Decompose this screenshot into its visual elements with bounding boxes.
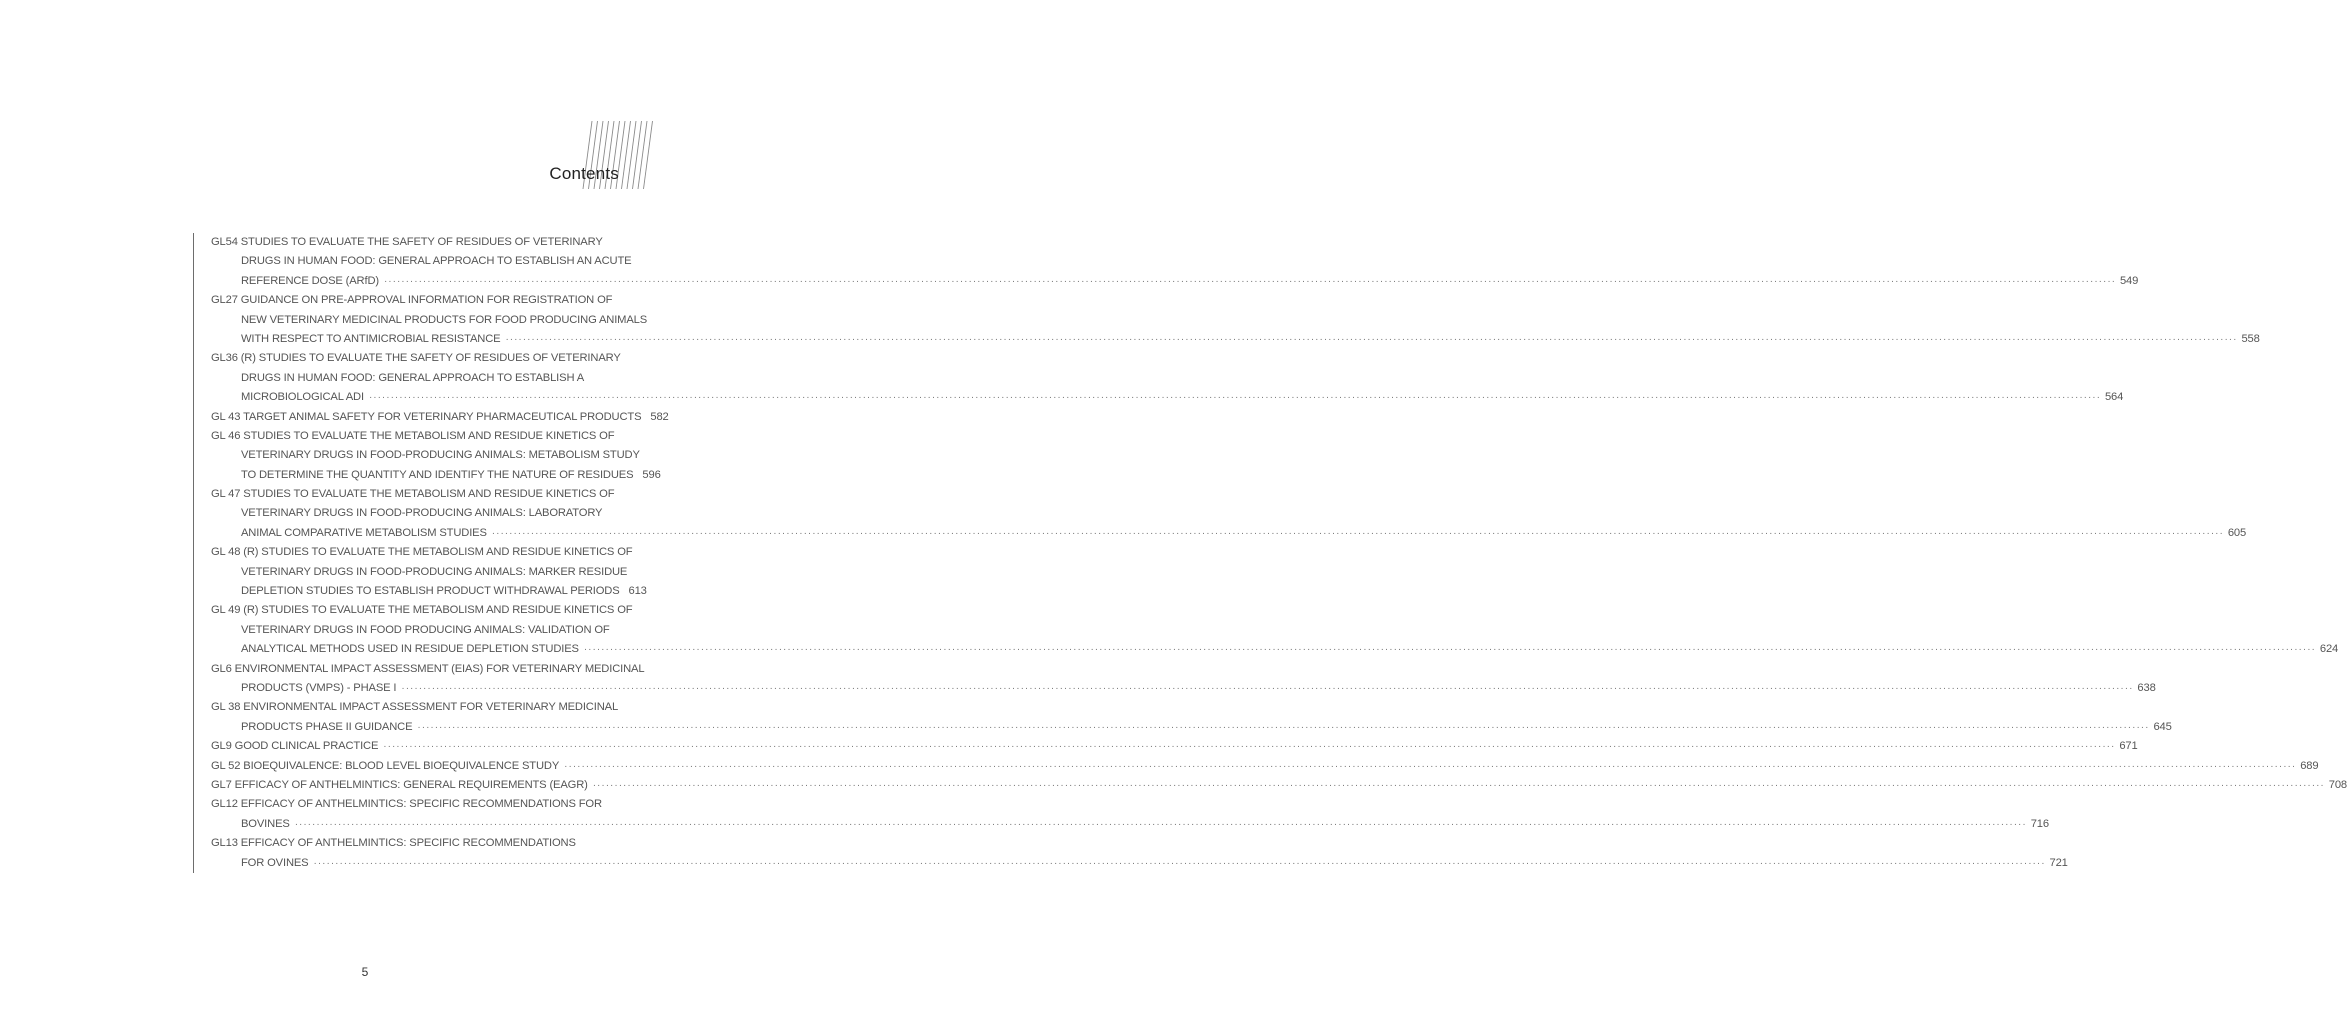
toc-entry-line: [211, 408, 669, 427]
toc-entry-line: [211, 834, 630, 853]
toc-entry-line: [211, 272, 2139, 291]
toc-entry-text: GL27 GUIDANCE ON PRE-APPROVAL INFORMATION FOR REGISTRATION OF: [211, 294, 613, 307]
toc-entry[interactable]: [211, 233, 2139, 291]
toc-entry-line: [211, 446, 640, 465]
toc-entry-text: GL 52 BIOEQUIVALENCE: BLOOD LEVEL BIOEQUIVALENCE STUDY: [211, 759, 560, 772]
toc-entry[interactable]: [211, 427, 661, 485]
toc-page-number: 549: [2119, 274, 2139, 287]
toc-entry-line: [211, 737, 2138, 756]
toc-entry-text: TO DETERMINE THE QUANTITY AND IDENTIFY THE NATURE OF RESIDUES: [241, 468, 634, 481]
toc-entry-text: VETERINARY DRUGS IN FOOD-PRODUCING ANIMALS: MARKER RESIDUE: [241, 565, 628, 578]
dot-leader: ················································································································································································································································································································································································································: [583, 644, 2316, 656]
toc-page-number: 671: [2119, 740, 2138, 753]
toc-entry-line: [211, 795, 630, 814]
toc-entry-text: GL 47 STUDIES TO EVALUATE THE METABOLISM AND RESIDUE KINETICS OF: [211, 488, 615, 501]
toc-entry-text: GL13 EFFICACY OF ANTHELMINTICS: SPECIFIC RECOMMENDATIONS: [211, 837, 576, 850]
toc-entry-line: [211, 757, 2319, 776]
toc-entry-line: [211, 854, 2068, 873]
toc-entry-line: [211, 311, 648, 330]
toc-entry-text: GL9 GOOD CLINICAL PRACTICE: [211, 740, 379, 753]
dot-leader: ················································································································································································································································································································································································································: [313, 857, 2046, 869]
toc-page-number: 613: [628, 585, 647, 598]
toc-entry-line: [211, 388, 2124, 407]
toc-entry-text: VETERINARY DRUGS IN FOOD-PRODUCING ANIMALS: LABORATORY: [241, 507, 603, 520]
toc-page-number: 624: [2319, 643, 2339, 656]
toc-entry-text: GL 38 ENVIRONMENTAL IMPACT ASSESSMENT FOR VETERINARY MEDICINAL: [211, 701, 619, 714]
toc-entry-line: [211, 330, 2260, 349]
toc-entry-line: [211, 621, 630, 640]
toc-entry-line: [211, 582, 647, 601]
toc-entry-line: [211, 815, 2049, 834]
toc-entry[interactable]: [211, 485, 2247, 543]
toc-page-number: 564: [2104, 391, 2124, 404]
dot-leader: ················································································································································································································································································································································································································: [417, 721, 2150, 733]
dot-leader: ················································································································································································································································································································································································································: [401, 682, 2134, 694]
toc-entry-text: PRODUCTS PHASE II GUIDANCE: [241, 720, 413, 733]
toc-entry-line: [211, 543, 633, 562]
toc-entry-line: [211, 524, 2247, 543]
toc-entry[interactable]: [211, 291, 2260, 349]
toc-page-number: 596: [642, 468, 661, 481]
toc-entry-line: [211, 718, 2172, 737]
toc-page-number: 721: [2049, 856, 2068, 869]
page-title: Contents: [549, 164, 619, 183]
toc-entry-text: GL54 STUDIES TO EVALUATE THE SAFETY OF RESIDUES OF VETERINARY: [211, 236, 603, 248]
toc-entry-line: [211, 291, 630, 310]
toc-page-number: 645: [2153, 720, 2172, 733]
toc-entry-text: WITH RESPECT TO ANTIMICROBIAL RESISTANCE: [241, 332, 501, 345]
toc-entry[interactable]: [211, 834, 2068, 873]
toc-entry-text: GL 43 TARGET ANIMAL SAFETY FOR VETERINARY PHARMACEUTICAL PRODUCTS: [211, 410, 642, 423]
toc-entry-text: GL 49 (R) STUDIES TO EVALUATE THE METABOLISM AND RESIDUE KINETICS OF: [211, 604, 633, 617]
toc-entry[interactable]: [211, 349, 2124, 407]
toc-page-number: 689: [2300, 759, 2319, 772]
toc-entry-line: [211, 504, 630, 523]
toc-page-number: 708: [2328, 778, 2347, 791]
toc-entry-line: [211, 698, 630, 717]
toc-entry[interactable]: [211, 601, 2339, 659]
toc-page-number: 605: [2227, 526, 2247, 539]
toc-entry[interactable]: [211, 795, 2049, 834]
toc-page-number: 558: [2241, 332, 2260, 345]
toc-entry-text: ANIMAL COMPARATIVE METABOLISM STUDIES: [241, 526, 487, 539]
toc-entry-line: [211, 369, 630, 388]
toc-page-number: 716: [2030, 817, 2049, 830]
toc-entry-line: [211, 349, 630, 368]
toc-page-number: 582: [650, 410, 669, 423]
toc-entry-line: [211, 601, 633, 620]
toc-entry-line: [211, 563, 630, 582]
toc-entry[interactable]: [211, 698, 2172, 737]
dot-leader: ················································································································································································································································································································································································································: [564, 760, 2297, 772]
toc-entry-text: GL6 ENVIRONMENTAL IMPACT ASSESSMENT (EIAS) FOR VETERINARY MEDICINAL: [211, 662, 645, 675]
toc-entry-text: MICROBIOLOGICAL ADI: [241, 391, 364, 404]
table-of-contents: [193, 233, 2347, 873]
toc-entry[interactable]: [211, 408, 669, 427]
toc-entry-text: VETERINARY DRUGS IN FOOD PRODUCING ANIMALS: VALIDATION OF: [241, 623, 610, 636]
toc-entry-line: [211, 466, 661, 485]
toc-entry-line: [211, 485, 630, 504]
toc-entry-text: BOVINES: [241, 817, 290, 830]
toc-entry-text: PRODUCTS (VMPS) - PHASE I: [241, 681, 397, 694]
toc-entry-line: [211, 776, 2347, 795]
toc-entry[interactable]: [211, 776, 2347, 795]
toc-entry-text: GL12 EFFICACY OF ANTHELMINTICS: SPECIFIC RECOMMENDATIONS FOR: [211, 798, 602, 811]
toc-entry[interactable]: [211, 543, 647, 601]
toc-entry-line: [211, 233, 630, 252]
toc-entry-text: GL7 EFFICACY OF ANTHELMINTICS: GENERAL REQUIREMENTS (EAGR): [211, 778, 588, 791]
toc-entry-text: FOR OVINES: [241, 856, 309, 869]
toc-entry-text: VETERINARY DRUGS IN FOOD-PRODUCING ANIMALS: METABOLISM STUDY: [241, 449, 640, 462]
toc-entry-text: DEPLETION STUDIES TO ESTABLISH PRODUCT WITHDRAWAL PERIODS: [241, 585, 620, 598]
toc-entry-text: GL36 (R) STUDIES TO EVALUATE THE SAFETY OF RESIDUES OF VETERINARY: [211, 352, 621, 365]
dot-leader: ················································································································································································································································································································································································································: [294, 818, 2027, 830]
dot-leader: ················································································································································································································································································································································································································: [383, 741, 2116, 753]
toc-entry-text: NEW VETERINARY MEDICINAL PRODUCTS FOR FOOD PRODUCING ANIMALS: [241, 313, 648, 326]
toc-entry-text: DRUGS IN HUMAN FOOD: GENERAL APPROACH TO ESTABLISH A: [241, 371, 585, 384]
toc-entry-text: ANALYTICAL METHODS USED IN RESIDUE DEPLETION STUDIES: [241, 643, 579, 656]
toc-entry-text: DRUGS IN HUMAN FOOD: GENERAL APPROACH TO ESTABLISH AN ACUTE: [241, 255, 632, 268]
page-number: 5: [361, 965, 369, 979]
toc-entry-line: [211, 660, 645, 679]
toc-entry[interactable]: [211, 757, 2319, 776]
toc-entry[interactable]: [211, 737, 2138, 756]
toc-entry-text: REFERENCE DOSE (ARfD): [241, 274, 379, 287]
toc-entry-text: GL 48 (R) STUDIES TO EVALUATE THE METABOLISM AND RESIDUE KINETICS OF: [211, 546, 633, 559]
dot-leader: ················································································································································································································································································································································································································: [592, 779, 2325, 791]
toc-entry[interactable]: [211, 660, 2156, 699]
toc-entry-text: GL 46 STUDIES TO EVALUATE THE METABOLISM AND RESIDUE KINETICS OF: [211, 429, 615, 442]
toc-entry-line: [211, 427, 630, 446]
toc-entry-line: [211, 252, 630, 271]
dot-leader: ················································································································································································································································································································································································································: [505, 333, 2238, 345]
dot-leader: ················································································································································································································································································································································································································: [383, 275, 2116, 287]
toc-page-number: 638: [2137, 681, 2156, 694]
dot-leader: ················································································································································································································································································································································································································: [491, 527, 2224, 539]
toc-entry-line: [211, 640, 2339, 659]
dot-leader: ················································································································································································································································································································································································································: [368, 392, 2101, 404]
toc-entry-line: [211, 679, 2156, 698]
